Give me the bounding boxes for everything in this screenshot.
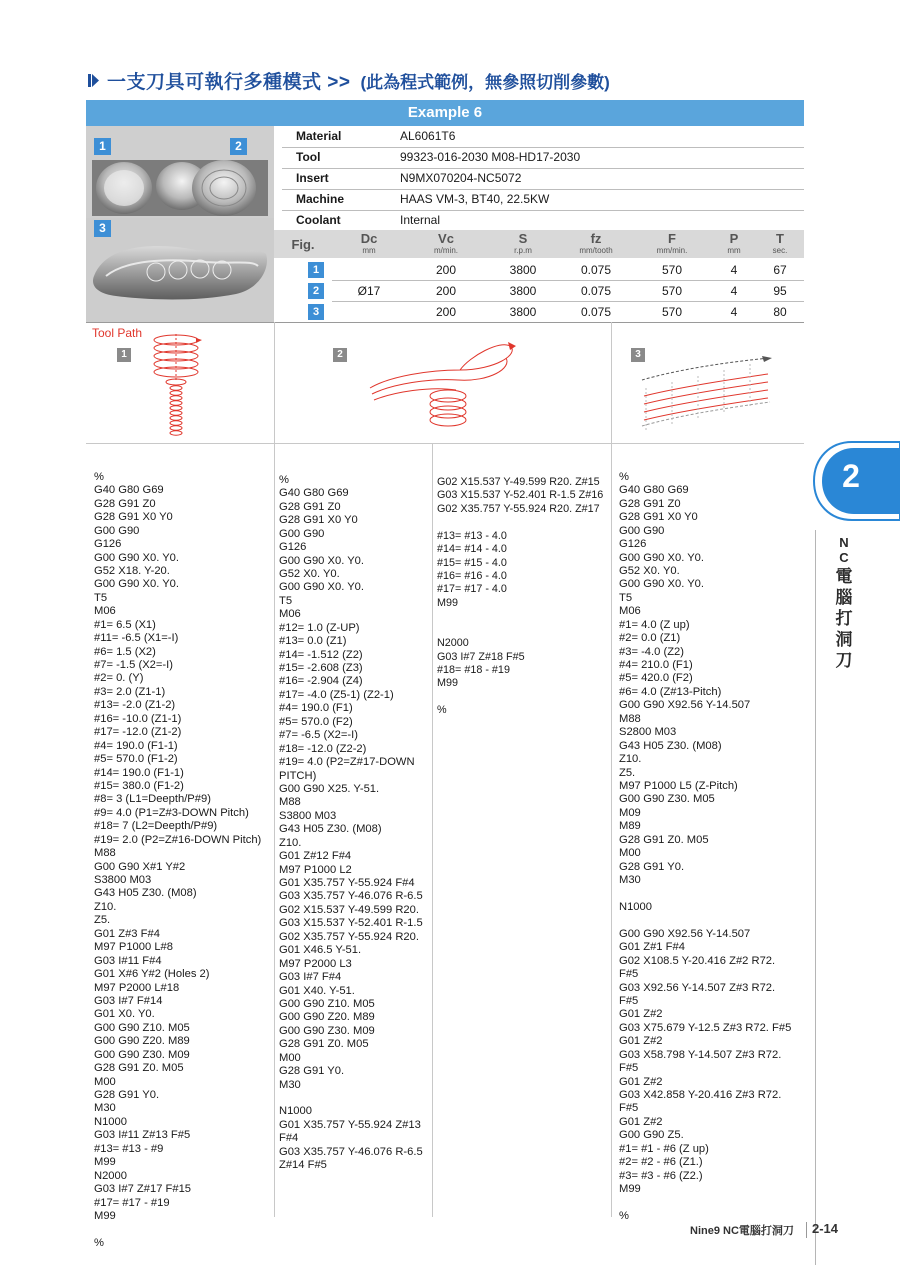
fig-badge: 1 xyxy=(308,262,324,278)
header-t: T sec. xyxy=(772,231,788,255)
spec-row-insert xyxy=(282,168,804,190)
arrow-bullet-icon xyxy=(88,73,99,88)
spec-label: Tool xyxy=(296,150,321,164)
parameter-row-3: 3 200 3800 0.075 570 4 80 xyxy=(274,302,804,323)
spec-label: Coolant xyxy=(296,213,341,227)
section-heading xyxy=(88,64,610,96)
spec-value: Internal xyxy=(400,213,441,227)
spec-row-coolant xyxy=(282,210,804,231)
code-column-3: G02 X15.537 Y-49.599 R20. Z#15 G03 X15.537 Y-52.401 R-1.5 Z#16 G02 X35.757 Y-55.924 R20. Z#17 #13= #13 - 4.0 #14= #14 - 4.0 #15= #15 - 4.0 #16= #16 - 4.0 #17= #17 - 4.0 M99 N2000 G03 I#7 Z#18 F#5 #18= #18 - #19 M99 % xyxy=(437,475,604,717)
toolpath-label: Tool Path xyxy=(92,326,143,340)
parameter-row-1: 1 200 3800 0.075 570 4 67 xyxy=(274,260,804,281)
header-s: S r.p.m xyxy=(514,231,532,255)
spec-value: AL6061T6 xyxy=(400,129,456,143)
code-column-2: % G40 G80 G69 G28 G91 Z0 G28 G91 X0 Y0 G00 G90 G126 G00 G90 X0. Y0. G52 X0. Y0. G00 G90 X0. Y0. T5 M06 #12= 1.0 (Z-UP) #13= 0.0 (Z1) #14= -1.512 (Z2) #15= -2.608 (Z3) #16= -2.904 (Z4) #17= -4.0 (Z5-1) (Z2-1) #4= 190.0 (F1) #5= 570.0 (F2) #7= -6.5 (X2=-I) #18= -12.0 (Z2-2) #19= 4.0 (P2=Z#17-DOWN PITCH) G00 G90 X25. Y-51. M88 S3800 M03 G43 H05 Z30. (M08) Z10. G01 Z#12 F#4 M97 P1000 L2 G01 X35.757 Y-55.924 F#4 G03 X35.757 Y-46.076 R-6.5 G02 X15.537 Y-49.599 R20. G03 X15.537 Y-52.401 R-1.5 G02 X35.757 Y-55.924 R20. G01 X46.5 Y-51. M97 P2000 L3 G03 I#7 F#4 G01 X40. Y-51. G00 G90 Z10. M05 G00 G90 Z20. M89 G00 G90 Z30. M09 G28 G91 Z0. M05 M00 G28 G91 Y0. M30 N1000 G01 X35.757 Y-55.924 Z#13 F#4 G03 X35.757 Y-46.076 R-6.5 Z#14 F#5 xyxy=(279,473,423,1172)
code-column-4: % G40 G80 G69 G28 G91 Z0 G28 G91 X0 Y0 G00 G90 G126 G00 G90 X0. Y0. G52 X0. Y0. G00 G90 X0. Y0. T5 M06 #1= 4.0 (Z up) #2= 0.0 (Z1) #3= -4.0 (Z2) #4= 210.0 (F1) #5= 420.0 (F2) #6= 4.0 (Z#13-Pitch) G00 G90 X92.56 Y-14.507 M88 S2800 M03 G43 H05 Z30. (M08) Z10. Z5. M97 P1000 L5 (Z-Pitch) G00 G90 Z30. M05 M09 M89 G28 G91 Z0. M05 M00 G28 G91 Y0. M30 N1000 G00 G90 X92.56 Y-14.507 G01 Z#1 F#4 G02 X108.5 Y-20.416 Z#2 R72. F#5 G03 X92.56 Y-14.507 Z#3 R72. F#5 G01 Z#2 G03 X75.679 Y-12.5 Z#3 R72. F#5 G01 Z#2 G03 X58.798 Y-14.507 Z#3 R72. F#5 G01 Z#2 G03 X42.858 Y-20.416 Z#3 R72. F#5 G01 Z#2 G00 G90 Z5. #1= #1 - #6 (Z up) #2= #2 - #6 (Z1.) #3= #3 - #6 (Z2.) M99 % xyxy=(619,470,792,1222)
toolpath-diagram-1 xyxy=(140,330,230,442)
toolpath-diagram-2 xyxy=(360,336,530,436)
chapter-tab xyxy=(812,440,900,522)
spec-value: HAAS VM-3, BT40, 22.5KW xyxy=(400,192,550,206)
header-f: F mm/min. xyxy=(656,231,688,255)
photo-badge-3: 3 xyxy=(94,220,111,237)
toolpath-diagram-3 xyxy=(636,340,786,438)
workpiece-photo-image xyxy=(86,126,274,322)
chapter-number: 2 xyxy=(842,458,860,494)
workpiece-photos xyxy=(86,126,274,322)
header-fz: fz mm/tooth xyxy=(579,231,613,255)
spec-label: Insert xyxy=(296,171,329,185)
side-divider xyxy=(815,530,816,1265)
fig-badge: 2 xyxy=(308,283,324,299)
spec-value: N9MX070204-NC5072 xyxy=(400,171,522,185)
photo-badge-2: 2 xyxy=(230,138,247,155)
footer-product: Nine9 NC電腦打洞刀 xyxy=(690,1225,794,1237)
example-banner: Example 6 xyxy=(86,100,804,126)
fig-header: Fig. xyxy=(291,237,315,252)
header-vc: Vc m/min. xyxy=(434,231,458,255)
toolpath-badge-3: 3 xyxy=(631,348,645,362)
toolpath-badge-2: 2 xyxy=(333,348,347,362)
parameter-row-2: 2 Ø17 200 3800 0.075 570 4 95 xyxy=(274,281,804,302)
toolpath-badge-1: 1 xyxy=(117,348,131,362)
spec-row-machine xyxy=(282,189,804,211)
heading-title: 一支刀具可執行多種模式 >> xyxy=(107,71,351,93)
header-p: P mm xyxy=(727,231,741,255)
parameter-header-row xyxy=(274,230,804,258)
photo-badge-1: 1 xyxy=(94,138,111,155)
fig-badge: 3 xyxy=(308,304,324,320)
chapter-vertical-title: N C 電 腦 打 洞 刀 xyxy=(835,535,853,670)
spec-value: 99323-016-2030 M08-HD17-2030 xyxy=(400,150,581,164)
code-column-1: % G40 G80 G69 G28 G91 Z0 G28 G91 X0 Y0 G00 G90 G126 G00 G90 X0. Y0. G52 X18. Y-20. G00 G90 X0. Y0. T5 M06 #1= 6.5 (X1) #11= -6.5 (X1=-I) #6= 1.5 (X2) #7= -1.5 (X2=-I) #2= 0. (Y) #3= 2.0 (Z1-1) #13= -2.0 (Z1-2) #16= -10.0 (Z1-1) #17= -12.0 (Z1-2) #4= 190.0 (F1-1) #5= 570.0 (F1-2) #14= 190.0 (F1-1) #15= 380.0 (F1-2) #8= 3 (L1=Deepth/P#9) #9= 4.0 (P1=Z#3-DOWN Pitch) #18= 7 (L2=Deepth/P#9) #19= 2.0 (P2=Z#16-DOWN Pitch) M88 G00 G90 X#1 Y#2 S3800 M03 G43 H05 Z30. (M08) Z10. Z5. G01 Z#3 F#4 M97 P1000 L#8 G03 I#11 F#4 G01 X#6 Y#2 (Holes 2) M97 P2000 L#18 G03 I#7 F#14 G01 X0. Y0. G00 G90 Z10. M05 G00 G90 Z20. M89 G00 G90 Z30. M09 G28 G91 Z0. M05 M00 G28 G91 Y0. M30 N1000 G03 I#11 Z#13 F#5 #13= #13 - #9 M99 N2000 G03 I#7 Z#17 F#15 #17= #17 - #19 M99 % xyxy=(94,470,262,1249)
header-dc: Dc mm xyxy=(360,231,378,255)
spec-row-tool xyxy=(282,147,804,169)
spec-row-material xyxy=(282,126,804,148)
dc-value: Ø17 xyxy=(357,284,381,298)
spec-label: Machine xyxy=(296,192,345,206)
spec-label: Material xyxy=(296,129,342,143)
cutting-parameter-table xyxy=(274,230,804,322)
heading-subtitle: (此為程式範例，無參照切削參數) xyxy=(360,72,610,92)
page-number: 2-14 xyxy=(812,1221,839,1236)
